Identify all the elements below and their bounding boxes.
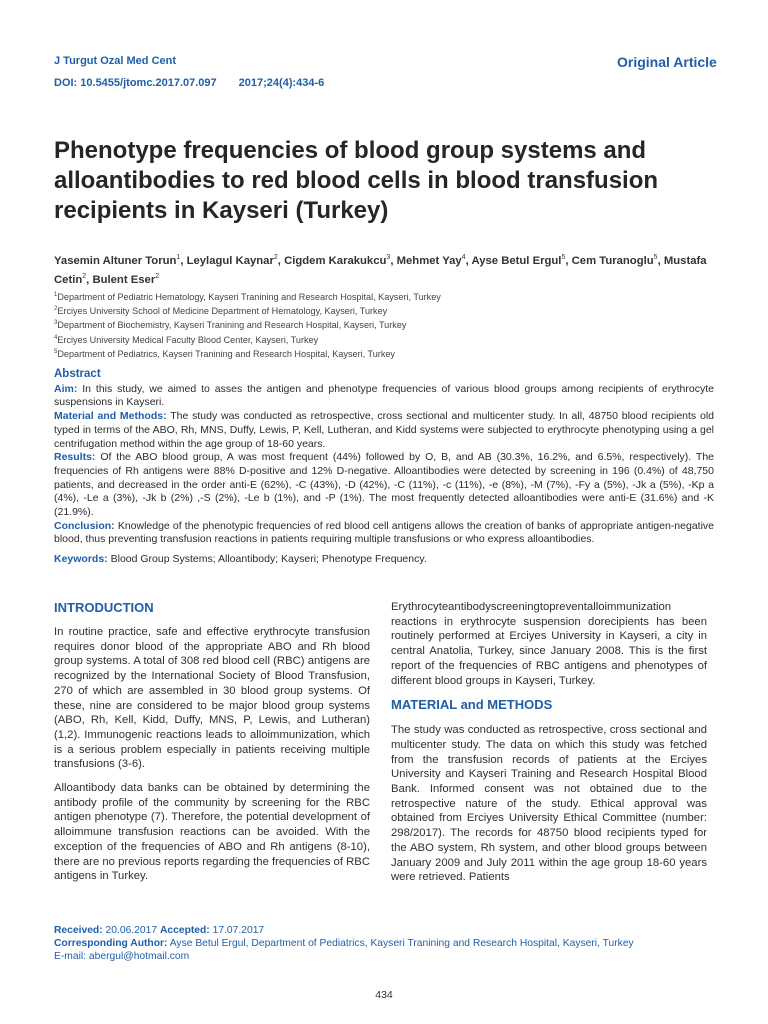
author-affiliation-mark: 5 (561, 254, 566, 261)
author-separator: , (180, 254, 187, 267)
affiliation-text: Department of Pediatrics, Kayseri Tranining and Research Hospital, Kayseri, Turkey (57, 348, 395, 359)
aim-label: Aim: (54, 382, 78, 395)
intro-paragraph-3: Erythrocyteantibodyscreeningtopreventalloimmunization reactions in erythrocyte suspension dorecipients has been routinely performed at Erciyes University in Kayseri, a city in central Anatolia, Turkey, since January 2008. This is the first report of the frequencies of RBC antigens and phenotypes of different blood groups in Kayseri, Turkey. (391, 601, 707, 687)
keywords-text: Blood Group Systems; Alloantibody; Kayseri; Phenotype Frequency. (110, 553, 427, 566)
affiliation-list (54, 289, 714, 360)
author-affiliation-mark: 2 (273, 254, 278, 261)
affiliation-text: Erciyes University School of Medicine Department of Hematology, Kayseri, Turkey (57, 306, 388, 317)
author-affiliation-mark: 3 (386, 254, 391, 261)
right-column (391, 600, 707, 894)
email[interactable]: E-mail: abergul@hotmail.com (54, 950, 190, 962)
affiliation-item (54, 317, 714, 331)
abstract-aim (54, 383, 714, 410)
corresponding-label: Corresponding Author: (54, 937, 168, 949)
results-text: Of the ABO blood group, A was most frequent (44%) followed by O, B, and AB (30.3%, 16.2%, and 6.5%, respectively). The frequencies of Rh antigens were 88% D-positive and 12% D-negative. Alloantibodies were detected by screening in 196 (0.4%) of 48,750 patients, and decreased in the order anti-E (62%), -C (43%), -D (42%), -C (11%), -c (11%), -e (8%), -M (7%), -Fy a (5%), -Jk a (5%), -Kp a (4%), -Le a (3%), -Jk b (2%) ,-S (2%), -Le b (1%), and -P (1%). The most frequently detected alloantibodies were anti-E (31.6%) and -K (21.9%). (54, 451, 715, 519)
page-number: 434 (375, 989, 393, 1001)
affiliation-text: Erciyes University Medical Faculty Blood Center, Kayseri, Turkey (57, 334, 319, 345)
author-separator: , (465, 254, 472, 267)
received-label: Received: (54, 925, 103, 936)
author-name: Ayse Betul Ergul (471, 254, 562, 267)
author-separator: , (657, 254, 664, 267)
author-separator: , (390, 254, 397, 267)
author-name: Mustafa Cetin (54, 254, 707, 286)
article-title: Phenotype frequencies of blood group systems and alloantibodies to red blood cells in blood transfusion recipients in Kayseri (Turkey) (54, 137, 659, 224)
methods-heading: MATERIAL and METHODS (391, 697, 553, 713)
methods-text: The study was conducted as retrospective, cross sectional and multicenter study. In all, 48750 blood recipients old typed in terms of the ABO, Rh, MNS, Duffy, Lewis, P, Kell, Lutheran, and Kidd systems were subjected to erythrocyte phenotyping using a gel centrifugation method within the age group of 18-60 years. (54, 410, 714, 450)
abstract-conclusion (54, 520, 714, 547)
introduction-heading: INTRODUCTION (54, 600, 154, 615)
author-name: Leylagul Kaynar (186, 254, 274, 267)
author-affiliation-mark: 2 (82, 272, 87, 280)
citation: 2017;24(4):434-6 (238, 77, 325, 89)
author-affiliation-mark: 1 (176, 254, 181, 261)
footer-info (54, 925, 714, 963)
abstract-heading: Abstract (54, 368, 101, 380)
affiliation-mark: 5 (54, 348, 58, 355)
author-name: Cem Turanoglu (571, 254, 654, 267)
article-type: Original Article (617, 54, 717, 70)
affiliation-mark: 2 (54, 306, 58, 313)
accepted-date: 17.07.2017 (212, 925, 265, 936)
affiliation-text: Department of Biochemistry, Kayseri Tranining and Research Hospital, Kayseri, Turkey (57, 320, 407, 331)
author-affiliation-mark: 2 (155, 272, 160, 280)
dates-line (54, 925, 714, 938)
author-name: Yasemin Altuner Torun (54, 254, 177, 267)
author-name: Mehmet Yay (396, 254, 462, 267)
corresponding-line (54, 938, 714, 951)
methods-paragraph-1: The study was conducted as retrospective, cross sectional and multicenter study. The data on which this study was fetched from the transfusion records of patients at the Erciyes University and Kayseri Training and Research Hospital Blood Bank. Informed consent was not obtained due to the retrospective nature of the study. Ethical approval was obtained from Erciyes University Ethical Committee (number: 298/2017). The records for 48750 blood recipients typed for the ABO system, Rh system, and other blood groups between January 2009 and July 2011 within the age group 18-60 years were retrieved. Patients (391, 724, 707, 884)
affiliation-item (54, 289, 714, 303)
abstract-methods (54, 410, 714, 451)
journal-name: J Turgut Ozal Med Cent (54, 55, 177, 67)
affiliation-item (54, 332, 714, 346)
accepted-label: Accepted: (159, 925, 210, 936)
affiliation-text: Department of Pediatric Hematology, Kayseri Tranining and Research Hospital, Kayseri, Turkey (57, 292, 441, 303)
affiliation-mark: 1 (54, 292, 58, 298)
corresponding-author: Ayse Betul Ergul, Department of Pediatrics, Kayseri Tranining and Research Hospital, Kayseri, Turkey (169, 937, 634, 949)
doi-line (54, 77, 324, 89)
abstract-results (54, 451, 714, 520)
left-column (54, 600, 370, 893)
affiliation-item (54, 303, 714, 317)
received-date: 20.06.2017 (105, 925, 158, 936)
affiliation-item (54, 346, 714, 360)
affiliation-mark: 3 (54, 320, 58, 327)
intro-paragraph-2: Alloantibody data banks can be obtained by determining the antibody profile of the community by screening for the RBC antigen phenotype (7). Therefore, the potential development of alloimmune transfusion reactions can be avoided. With the exception of the frequencies of ABO and Rh antigens (8-10), there are no previous reports regarding the frequencies of RBC antigens in Turkey. (54, 782, 370, 883)
author-affiliation-mark: 4 (461, 254, 466, 261)
author-affiliation-mark: 5 (653, 254, 658, 261)
conclusion-label: Conclusion: (54, 519, 115, 532)
aim-text: In this study, we aimed to asses the antigen and phenotype frequencies of various blood groups among recipients of erythrocyte suspensions in Kayseri. (54, 382, 714, 409)
author-name: Cigdem Karakukcu (284, 254, 387, 267)
intro-paragraph-1: In routine practice, safe and effective erythrocyte transfusion requires donor blood of the appropriate ABO and Rh blood group systems. A total of 308 red blood cell (RBC) antigens are recognized by the International Society of Blood Transfusion, 270 of which are assembled in 30 blood group systems. Of these, nine are considered to be major blood group systems (ABO, Rh, Kell, Kidd, Duffy, MNS, P, Lewis, and Lutheran) (1,2). Immunogenic reactions leads to alloimmunization, which is a serious problem especially in patients receiving multiple transfusions (3-6). (54, 626, 370, 771)
abstract (54, 368, 714, 567)
keywords-label: Keywords: (54, 553, 108, 566)
results-label: Results: (54, 451, 96, 464)
doi[interactable]: DOI: 10.5455/jtomc.2017.07.097 (54, 77, 217, 89)
conclusion-text: Knowledge of the phenotypic frequencies of red blood cell antigens allows the creation of banks of appropriate antigen-negative blood, thus preventing transfusion reactions in patients requiring multiple transfusions or who express alloantibodies. (54, 519, 714, 546)
methods-label: Material and Methods: (54, 410, 167, 423)
author-name: Bulent Eser (92, 273, 156, 286)
abstract-keywords (54, 553, 714, 567)
author-separator: , (277, 254, 285, 267)
affiliation-mark: 4 (54, 334, 58, 341)
author-list (54, 250, 714, 288)
author-separator: , (565, 254, 572, 267)
author-separator: , (86, 273, 93, 286)
